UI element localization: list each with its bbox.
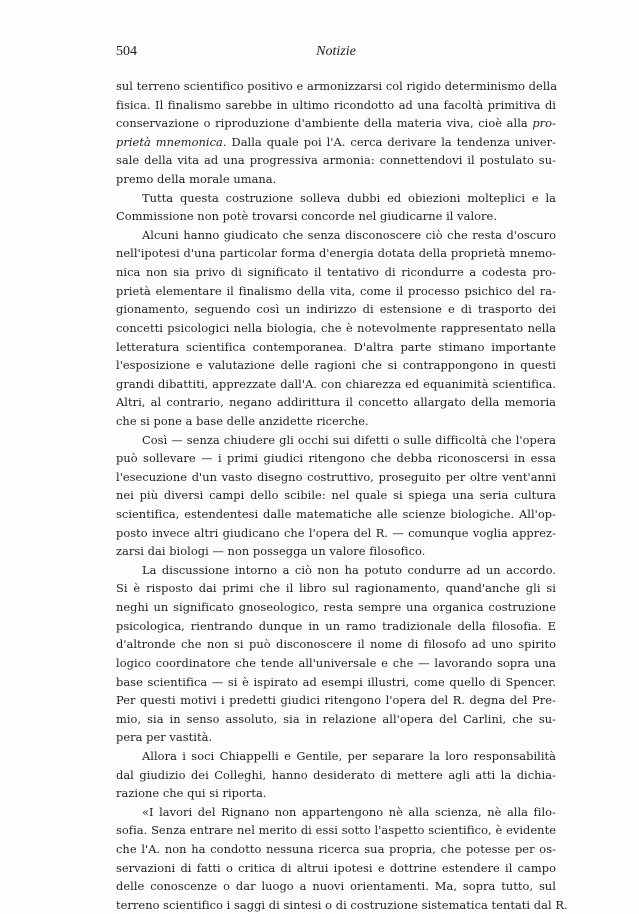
text-line: [116, 356, 556, 375]
line-text: Allora i soci Chiappelli e Gentile, per separare la loro responsabilità: [142, 748, 556, 763]
line-text: nell'ipotesi d'una particolar forma d'energia dotata della proprietà mnemo-: [116, 246, 556, 261]
page-header: [116, 44, 556, 62]
line-text: scientifica, estendentesi dalle matematiche alle scienze biologiche. All'op-: [116, 507, 556, 522]
italic-phrase: pro-: [532, 116, 556, 131]
text-line: [116, 673, 556, 692]
line-text: mio, sia in senso assoluto, sia in relazione all'opera del Carlini, che su-: [116, 711, 556, 726]
line-text: dal giudizio dei Colleghi, hanno desiderato di mettere agli atti la dichia-: [116, 767, 556, 782]
text-line: [116, 207, 556, 226]
line-text: gionamento, seguendo così un indirizzo di estensione e di trasporto dei: [116, 302, 556, 317]
text-line: [116, 691, 556, 710]
line-text: psicologica, rientrando dunque in un ramo tradizionale della filosofia. E: [116, 618, 556, 633]
line-text: Si è risposto dai primi che il libro sul ragionamento, quand'anche gli si: [116, 581, 556, 596]
line-text: può sollevare — i primi giudici ritengono che debba riconoscersi in essa: [116, 451, 556, 466]
text-line: [116, 170, 556, 189]
text-line: [116, 133, 556, 152]
line-text: pera per vastità.: [116, 730, 213, 745]
text-line: [116, 114, 556, 133]
line-text: Per questi motivi i predetti giudici ritengono l'opera del R. degna del Pre-: [116, 693, 556, 708]
line-text: logico coordinatore che tende all'universale e che — lavorando sopra una: [116, 655, 556, 670]
line-text: Commissione non potè trovarsi concorde nel giudicarne il valore.: [116, 209, 498, 224]
line-text: neghi un significato gnoseologico, resta sempre una organica costruzione: [116, 600, 556, 615]
text-line: [116, 654, 556, 673]
line-text: l'esecuzione d'un vasto disegno costruttivo, proseguito per oltre vent'anni: [116, 469, 556, 484]
text-line: [116, 840, 556, 859]
line-text: razione che qui si riporta.: [116, 786, 267, 801]
text-line: [116, 617, 556, 636]
text-line: [116, 598, 556, 617]
text-line: [116, 431, 556, 450]
line-text: Altri, al contrario, negano addirittura il concetto allargato della memoria: [116, 395, 556, 410]
line-text: sofia. Senza entrare nel merito di essi sotto l'aspetto scientifico, è evidente: [116, 823, 556, 838]
line-text: letteratura scientifica contemporanea. D'altra parte stimano importante: [116, 339, 556, 354]
text-line: [116, 96, 556, 115]
text-line: [116, 524, 556, 543]
line-text: Alcuni hanno giudicato che senza disconoscere ciò che resta d'oscuro: [142, 227, 556, 242]
text-line: [116, 859, 556, 878]
text-line: [116, 635, 556, 654]
italic-phrase: prietà mnemonica.: [116, 134, 227, 149]
line-text: fisica. Il finalismo sarebbe in ultimo ricondotto ad una facoltà primitiva di: [116, 97, 556, 112]
text-line: [116, 449, 556, 468]
line-text: premo della morale umana.: [116, 172, 277, 187]
running-title: Notizie: [316, 44, 356, 59]
text-line: [116, 877, 556, 896]
line-text: d'altronde che non si può disconoscere il nome di filosofo ad uno spirito: [116, 637, 556, 652]
line-text: grandi dibattiti, apprezzate dall'A. con chiarezza ed equanimità scientifica.: [116, 376, 556, 391]
text-line: [116, 766, 556, 785]
text-line: [116, 77, 556, 96]
line-text: terreno scientifico i saggi di sintesi o di costruzione sistematica tentati dal R.: [116, 897, 568, 912]
page-number: 504: [116, 44, 137, 59]
line-text: che si pone a base delle anzidette ricerche.: [116, 413, 369, 428]
text-line: [116, 226, 556, 245]
body-text: [116, 77, 568, 914]
text-line: [116, 803, 556, 822]
line-text: Dalla quale poi l'A. cerca derivare la tendenza univer-: [226, 134, 556, 149]
text-line: [116, 486, 556, 505]
text-line: [116, 468, 556, 487]
line-text: posto invece altri giudicano che l'opera del R. — comunque voglia apprez-: [116, 525, 556, 540]
line-text: concetti psicologici nella biologia, che è notevolmente rappresentato nella: [116, 320, 556, 335]
line-text: l'esposizione e valutazione delle ragioni che si contrappongono in questi: [116, 358, 556, 373]
text-line: [116, 244, 556, 263]
line-text: zarsi dai biologi — non possegga un valore filosofico.: [116, 544, 426, 559]
line-text: nei più diversi campi dello scibile: nel quale si spiega una seria cultura: [116, 488, 556, 503]
text-line: [116, 300, 556, 319]
text-line: [116, 579, 556, 598]
text-line: [116, 412, 556, 431]
text-line: [116, 189, 556, 208]
line-text: sul terreno scientifico positivo e armonizzarsi col rigido determinismo della: [116, 79, 558, 93]
line-text: Così — senza chiudere gli occhi sui difetti o sulle difficoltà che l'opera: [142, 432, 556, 447]
line-text: La discussione intorno a ciò non ha potuto condurre ad un accordo.: [142, 562, 556, 577]
text-line: [116, 151, 556, 170]
text-line: [116, 542, 556, 561]
text-line: [116, 505, 556, 524]
line-text: conservazione o riproduzione d'ambiente della materia viva, cioè alla: [116, 116, 533, 131]
line-text: delle conoscenze o dar luogo a nuovi orientamenti. Ma, sopra tutto, sul: [116, 879, 556, 894]
text-line: [116, 710, 556, 729]
text-line: [116, 784, 556, 803]
line-text: «I lavori del Rignano non appartengono nè alla scienza, nè alla filo-: [142, 804, 556, 819]
text-line: [116, 375, 556, 394]
text-line: [116, 338, 556, 357]
text-line: [116, 282, 556, 301]
text-line: [116, 561, 556, 580]
text-line: [116, 896, 568, 914]
text-line: [116, 263, 556, 282]
text-line: [116, 393, 556, 412]
line-text: Tutta questa costruzione solleva dubbi ed obiezioni molteplici e la: [142, 190, 556, 205]
text-line: [116, 821, 556, 840]
line-text: che l'A. non ha condotto nessuna ricerca sua propria, che potesse per os-: [116, 841, 556, 856]
line-text: sale della vita ad una progressiva armonia: connettendovi il postulato su-: [116, 153, 556, 168]
text-line: [116, 747, 556, 766]
line-text: nica non sia privo di significato il tentativo di ricondurre a codesta pro-: [116, 265, 556, 280]
text-line: [116, 728, 556, 747]
text-line: [116, 319, 556, 338]
line-text: base scientifica — si è ispirato ad esempi illustri, come quello di Spencer.: [116, 674, 556, 689]
line-text: servazioni di fatti o critica di altrui ipotesi e dottrine estendere il campo: [116, 860, 556, 875]
line-text: prietà elementare il finalismo della vita, come il processo psichico del ra-: [116, 283, 556, 298]
